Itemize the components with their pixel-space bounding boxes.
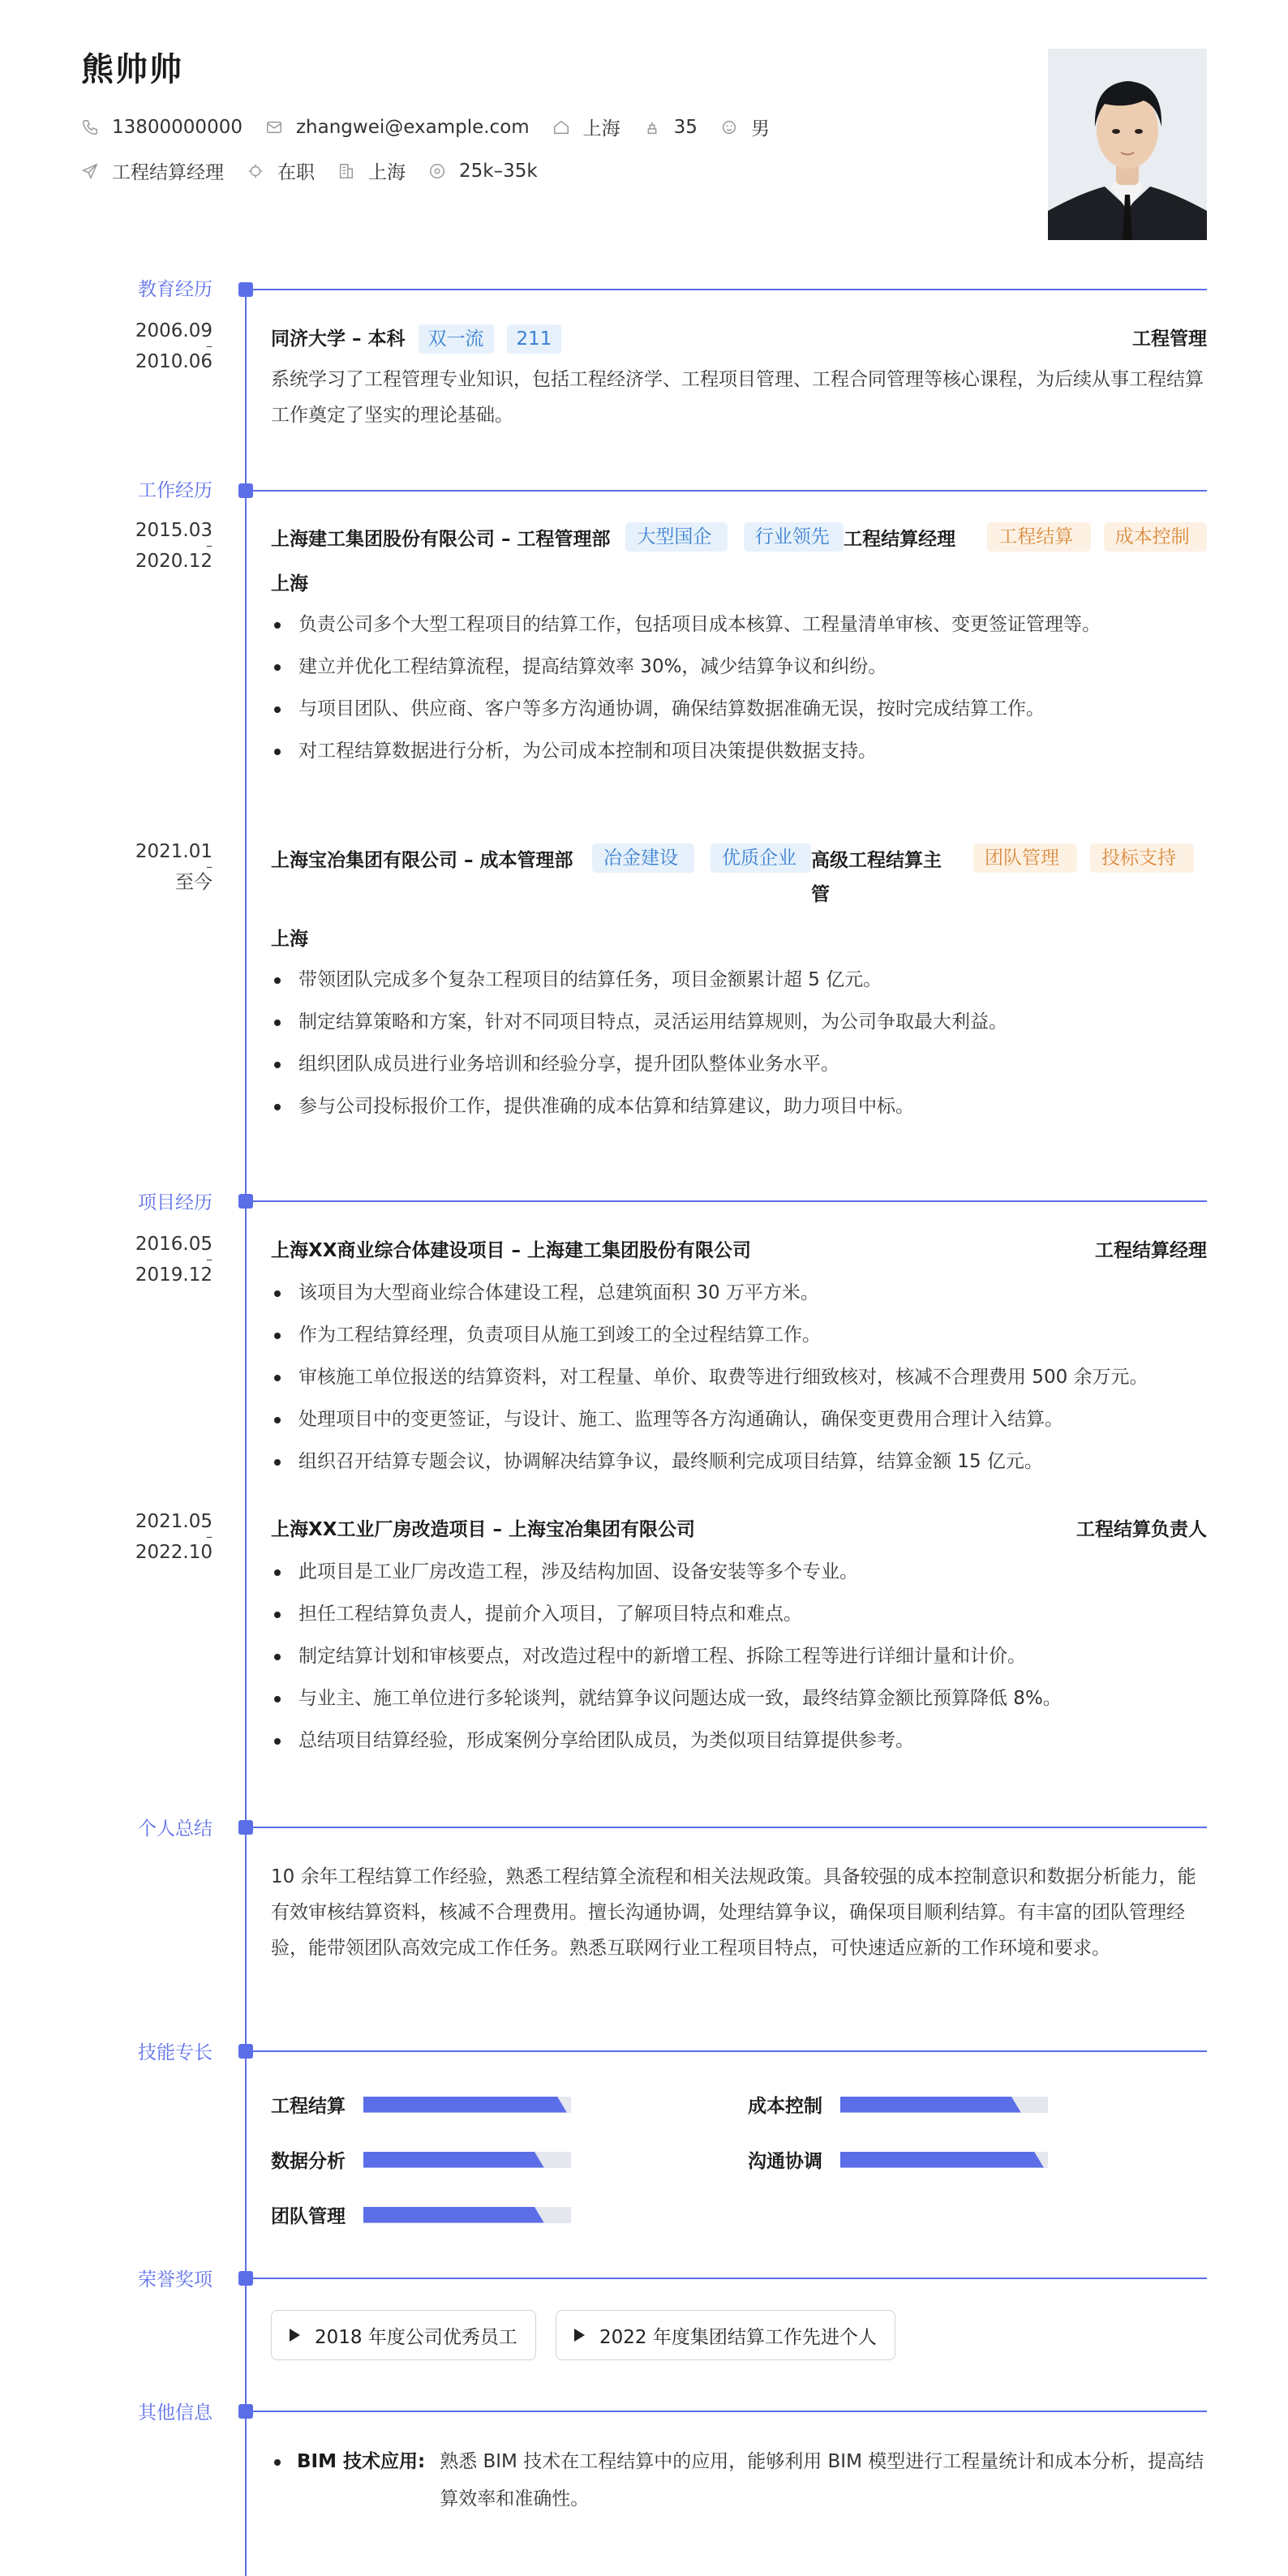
job-intent-row bbox=[81, 157, 560, 184]
gender-item bbox=[720, 114, 770, 140]
skill-bar-fill bbox=[363, 2152, 544, 2168]
skill-item bbox=[271, 2201, 571, 2228]
project-role: 工程结算经理 bbox=[1095, 1240, 1207, 1261]
skill-tag: 投标支持 bbox=[1090, 844, 1194, 873]
company-tag: 行业领先 bbox=[744, 522, 844, 552]
section-title-work: 工作经历 bbox=[138, 480, 213, 501]
date-end: 2020.12 bbox=[135, 551, 213, 572]
date-dash: – bbox=[206, 338, 213, 354]
work-city: 上海 bbox=[271, 929, 308, 950]
section-title-education: 教育经历 bbox=[138, 279, 213, 300]
date-start: 2021.05 bbox=[135, 1511, 213, 1532]
section-marker bbox=[238, 2404, 253, 2419]
age-icon bbox=[643, 118, 661, 136]
skill-bar bbox=[363, 2207, 571, 2223]
skill-item bbox=[748, 2091, 1048, 2118]
skill-item bbox=[271, 2091, 571, 2118]
honor-text: 2018 年度公司优秀员工 bbox=[315, 2326, 517, 2348]
company-name: 上海宝冶集团有限公司 – 成本管理部 bbox=[271, 850, 573, 871]
work-entry bbox=[271, 522, 1207, 772]
target-city-item bbox=[337, 157, 406, 184]
status-icon bbox=[247, 162, 264, 180]
skill-bar bbox=[363, 2097, 571, 2113]
section-divider bbox=[238, 2050, 1207, 2052]
salary-icon bbox=[428, 162, 446, 180]
list-item: 组织召开结算专题会议，协调解决结算争议，最终顺利完成项目结算，结算金额 15 亿元。 bbox=[271, 1440, 1207, 1483]
list-item: 此项目是工业厂房改造工程，涉及结构加固、设备安装等多个专业。 bbox=[271, 1551, 1207, 1593]
job-role: 工程结算经理 bbox=[844, 529, 956, 550]
age-text: 35 bbox=[673, 116, 698, 138]
date-start: 2016.05 bbox=[135, 1234, 213, 1255]
section-title-skills: 技能专长 bbox=[138, 2042, 213, 2063]
list-item: 参与公司投标报价工作，提供准确的成本估算和结算建议，助力项目中标。 bbox=[271, 1085, 1207, 1127]
list-item: 制定结算策略和方案，针对不同项目特点，灵活运用结算规则，为公司争取最大利益。 bbox=[271, 1001, 1207, 1043]
phone-text: 13800000000 bbox=[112, 116, 243, 138]
skill-bar-fill bbox=[363, 2207, 544, 2223]
summary-text: 10 余年工程结算工作经验，熟悉工程结算全流程和相关法规政策。具备较强的成本控制意识和数据分析能力，能有效审核结算资料，核减不合理费用。擅长沟通协调，处理结算争议，确保项目顺利结算。有丰富的团队管理经验，能带领团队高效完成工作任务。熟悉互联网行业工程项目特点，可快速适应新的工作环境和要求。 bbox=[271, 1866, 1196, 1959]
company-tag: 优质企业 bbox=[711, 844, 811, 873]
list-item: 与项目团队、供应商、客户等多方沟通协调，确保结算数据准确无误，按时完成结算工作。 bbox=[271, 688, 1207, 730]
skill-tag: 成本控制 bbox=[1104, 522, 1207, 552]
education-entry bbox=[271, 321, 1207, 433]
education-header bbox=[271, 321, 1207, 357]
section-divider bbox=[238, 1827, 1207, 1828]
profile-photo bbox=[1048, 49, 1207, 240]
list-item: 担任工程结算负责人，提前介入项目，了解项目特点和难点。 bbox=[271, 1593, 1207, 1635]
work-date bbox=[122, 521, 213, 571]
skill-name: 数据分析 bbox=[271, 2151, 346, 2172]
project-entry bbox=[271, 1233, 1207, 1483]
job-target-text: 工程结算经理 bbox=[112, 162, 224, 183]
skill-item bbox=[271, 2146, 571, 2173]
work-header bbox=[271, 522, 1207, 556]
section-divider bbox=[238, 2278, 1207, 2279]
skill-name: 成本控制 bbox=[748, 2096, 822, 2117]
list-item: 建立并优化工程结算流程，提高结算效率 30%，减少结算争议和纠纷。 bbox=[271, 646, 1207, 688]
section-marker bbox=[238, 483, 253, 498]
section-title-honors: 荣誉奖项 bbox=[138, 2269, 213, 2290]
work-date bbox=[122, 842, 213, 892]
location-item bbox=[552, 114, 620, 140]
list-item: 作为工程结算经理，负责项目从施工到竣工的全过程结算工作。 bbox=[271, 1314, 1207, 1356]
list-item: 与业主、施工单位进行多轮谈判，就结算争议问题达成一致，最终结算金额比预算降低 8%。 bbox=[271, 1677, 1207, 1719]
project-title: 上海XX商业综合体建设项目 – 上海建工集团股份有限公司 bbox=[271, 1240, 751, 1261]
list-item: 组织团队成员进行业务培训和经验分享，提升团队整体业务水平。 bbox=[271, 1043, 1207, 1085]
work-bullets bbox=[271, 603, 1207, 772]
target-city-text: 上海 bbox=[368, 162, 406, 183]
date-dash: – bbox=[206, 1252, 213, 1267]
company-name: 上海建工集团股份有限公司 – 工程管理部 bbox=[271, 529, 611, 550]
major-name: 工程管理 bbox=[1132, 328, 1207, 350]
education-date bbox=[122, 321, 213, 371]
school-tag: 双一流 bbox=[419, 324, 494, 354]
date-end: 2019.12 bbox=[135, 1264, 213, 1286]
project-bullets bbox=[271, 1272, 1207, 1483]
honor-badge bbox=[271, 2310, 536, 2360]
section-marker bbox=[238, 1820, 253, 1835]
honor-badge bbox=[556, 2310, 895, 2360]
list-item: 处理项目中的变更签证，与设计、施工、监理等各方沟通确认，确保变更费用合理计入结算。 bbox=[271, 1398, 1207, 1440]
company-tag: 冶金建设 bbox=[592, 844, 694, 873]
section-divider bbox=[238, 2411, 1207, 2412]
project-header bbox=[271, 1233, 1207, 1269]
work-bullets bbox=[271, 959, 1207, 1127]
date-end: 2022.10 bbox=[135, 1542, 213, 1563]
date-end: 2010.06 bbox=[135, 351, 213, 372]
timeline-axis bbox=[245, 289, 247, 2576]
company-tag: 大型国企 bbox=[625, 522, 727, 552]
salary-item bbox=[428, 161, 538, 182]
other-key: BIM 技术应用: bbox=[297, 2451, 426, 2472]
list-item: 制定结算计划和审核要点，对改造过程中的新增工程、拆除工程等进行详细计量和计价。 bbox=[271, 1635, 1207, 1677]
contact-row bbox=[81, 114, 792, 140]
date-dash: – bbox=[206, 538, 213, 553]
honor-text: 2022 年度集团结算工作先进个人 bbox=[599, 2326, 877, 2348]
status-text: 在职 bbox=[277, 162, 315, 183]
project-entry bbox=[271, 1512, 1207, 1762]
project-title: 上海XX工业厂房改造项目 – 上海宝冶集团有限公司 bbox=[271, 1519, 695, 1540]
job-role: 高级工程结算主管 bbox=[811, 850, 942, 905]
age-item bbox=[643, 117, 698, 138]
send-icon bbox=[81, 162, 99, 180]
building-icon bbox=[337, 162, 355, 180]
education-description: 系统学习了工程管理专业知识，包括工程经济学、工程项目管理、工程合同管理等核心课程，为后续从事工程结算工作奠定了坚实的理论基础。 bbox=[271, 369, 1204, 426]
skill-name: 沟通协调 bbox=[748, 2151, 822, 2172]
list-item: 带领团队完成多个复杂工程项目的结算任务，项目金额累计超 5 亿元。 bbox=[271, 959, 1207, 1001]
job-target-item bbox=[81, 157, 224, 184]
list-item: 该项目为大型商业综合体建设工程，总建筑面积 30 万平方米。 bbox=[271, 1272, 1207, 1314]
skill-name: 团队管理 bbox=[271, 2206, 346, 2227]
salary-text: 25k–35k bbox=[459, 160, 538, 182]
work-entry bbox=[271, 844, 1207, 1127]
section-title-summary: 个人总结 bbox=[138, 1818, 213, 1840]
skill-bar bbox=[363, 2152, 571, 2168]
gender-icon bbox=[720, 118, 738, 136]
phone-icon bbox=[81, 118, 99, 136]
section-marker bbox=[238, 282, 253, 297]
skill-item bbox=[748, 2146, 1048, 2173]
school-tag: 211 bbox=[507, 324, 562, 354]
date-end: 至今 bbox=[175, 872, 213, 893]
candidate-name: 熊帅帅 bbox=[81, 51, 183, 88]
date-start: 2006.09 bbox=[135, 320, 213, 341]
project-date bbox=[122, 1234, 213, 1285]
school-name: 同济大学 – 本科 bbox=[271, 328, 406, 350]
project-role: 工程结算负责人 bbox=[1076, 1519, 1207, 1540]
skill-name: 工程结算 bbox=[271, 2096, 346, 2117]
section-divider bbox=[238, 289, 1207, 290]
section-marker bbox=[238, 2271, 253, 2286]
list-item: 负责公司多个大型工程项目的结算工作，包括项目成本核算、工程量清单审核、变更签证管理等。 bbox=[271, 603, 1207, 646]
project-date bbox=[122, 1512, 213, 1562]
skill-bar-fill bbox=[840, 2097, 1021, 2113]
list-item: 对工程结算数据进行分析，为公司成本控制和项目决策提供数据支持。 bbox=[271, 730, 1207, 772]
section-divider bbox=[238, 1200, 1207, 1202]
section-marker bbox=[238, 2044, 253, 2059]
location-text: 上海 bbox=[582, 118, 620, 140]
play-icon bbox=[290, 2329, 300, 2342]
work-header bbox=[271, 844, 1207, 912]
gender-text: 男 bbox=[750, 118, 770, 140]
other-info bbox=[271, 2443, 1207, 2518]
other-value: 熟悉 BIM 技术在工程结算中的应用，能够利用 BIM 模型进行工程量统计和成本分析，提高结算效率和准确性。 bbox=[440, 2451, 1204, 2509]
list-item: 总结项目结算经验，形成案例分享给团队成员，为类似项目结算提供参考。 bbox=[271, 1719, 1207, 1762]
list-item: 审核施工单位报送的结算资料，对工程量、单价、取费等进行细致核对，核减不合理费用 500 余万元。 bbox=[271, 1356, 1207, 1398]
work-city: 上海 bbox=[271, 573, 308, 595]
date-start: 2021.01 bbox=[135, 841, 213, 862]
project-bullets bbox=[271, 1551, 1207, 1762]
status-item bbox=[247, 157, 315, 184]
project-header bbox=[271, 1512, 1207, 1548]
section-marker bbox=[238, 1194, 253, 1209]
email-text: zhangwei@example.com bbox=[295, 116, 530, 138]
section-title-other: 其他信息 bbox=[138, 2402, 213, 2424]
skill-tag: 工程结算 bbox=[987, 522, 1090, 552]
email-item bbox=[265, 117, 530, 138]
phone-item bbox=[81, 117, 243, 138]
skill-bar-fill bbox=[840, 2152, 1044, 2168]
skill-tag: 团队管理 bbox=[973, 844, 1077, 873]
skill-bar bbox=[840, 2097, 1048, 2113]
skill-bar bbox=[840, 2152, 1048, 2168]
section-divider bbox=[238, 490, 1207, 492]
play-icon bbox=[574, 2329, 585, 2342]
date-dash: – bbox=[206, 859, 213, 874]
home-icon bbox=[552, 118, 570, 136]
date-start: 2015.03 bbox=[135, 520, 213, 541]
section-title-projects: 项目经历 bbox=[138, 1192, 213, 1213]
mail-icon bbox=[265, 118, 283, 136]
skill-bar-fill bbox=[363, 2097, 567, 2113]
date-dash: – bbox=[206, 1529, 213, 1544]
list-item bbox=[271, 2443, 1207, 2518]
